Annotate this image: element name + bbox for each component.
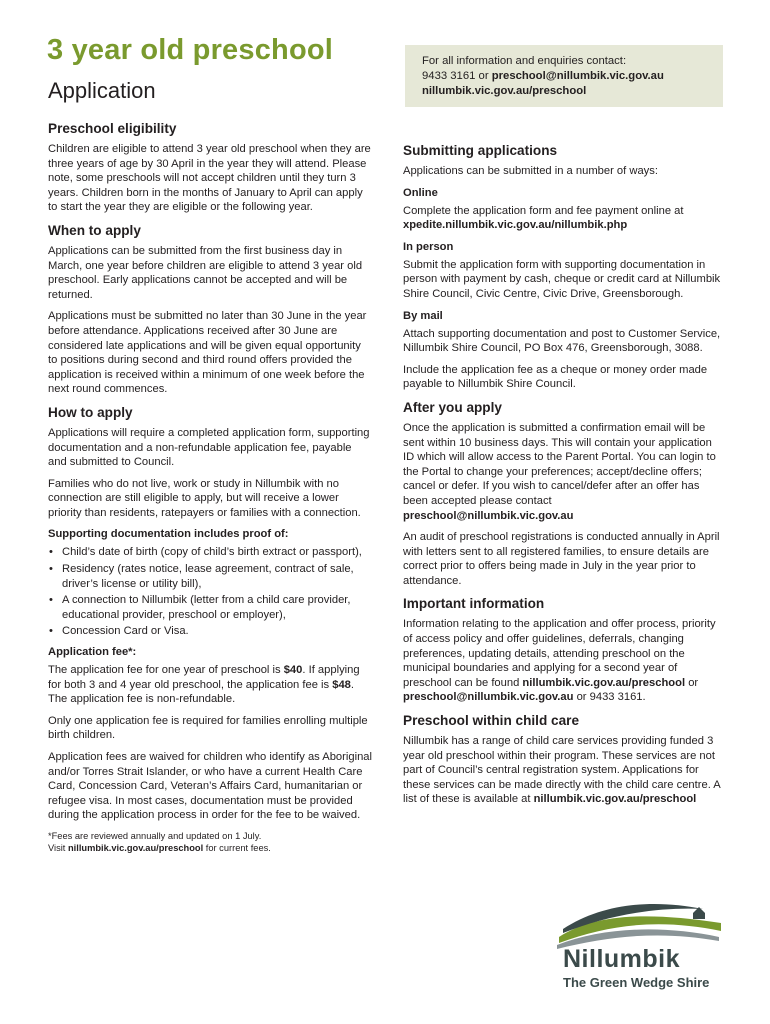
important-web-link[interactable]: nillumbik.vic.gov.au/preschool: [522, 676, 686, 689]
contact-web-link[interactable]: nillumbik.vic.gov.au/preschool: [422, 85, 587, 97]
page-subtitle: Application: [48, 78, 156, 103]
mail-text: Attach supporting documentation and post to Customer Service, Nillumbik Shire Council, PO Box 476, Greensborough, 3088.: [403, 327, 721, 355]
supporting-list: [48, 545, 373, 639]
fee-text-1: The application fee for one year of preschool is $40. If applying for both 3 and 4 year old preschool, the application fee is $48. The application fee is non-refundable.: [48, 664, 360, 706]
how-text-2: Families who do not live, work or study in Nillumbik with no connection are still eligible to apply, but will receive a lower priority than residents, ratepayers or families with a connection.: [48, 477, 361, 519]
how-heading: How to apply: [48, 404, 133, 420]
after-heading: After you apply: [403, 399, 502, 415]
mail-heading: By mail: [403, 309, 443, 322]
contact-email-link[interactable]: preschool@nillumbik.vic.gov.au: [491, 70, 664, 82]
submitting-section: [403, 142, 725, 392]
online-text: Complete the application form and fee payment online at xpedite.nillumbik.vic.gov.au/nillumbik.php: [403, 204, 684, 232]
online-heading: Online: [403, 186, 438, 199]
eligibility-section: [48, 120, 373, 215]
list-item: • Child’s date of birth (copy of child’s birth extract or passport),: [48, 545, 373, 560]
right-column: [403, 142, 725, 814]
childcare-section: [403, 712, 725, 807]
when-heading: When to apply: [48, 222, 141, 238]
page-title: 3 year old preschool: [47, 34, 334, 66]
supporting-section: [48, 527, 373, 639]
footnote-link[interactable]: nillumbik.vic.gov.au/preschool: [67, 843, 204, 854]
contact-phone: 9433 3161 or: [422, 70, 492, 82]
fee-footnote: *Fees are reviewed annually and updated on 1 July. Visit nillumbik.vic.gov.au/preschool for current fees.: [48, 830, 271, 854]
online-link[interactable]: xpedite.nillumbik.vic.gov.au/nillumbik.php: [403, 219, 628, 232]
important-email-link[interactable]: preschool@nillumbik.vic.gov.au: [403, 691, 574, 704]
supporting-heading: Supporting documentation includes proof of:: [48, 528, 289, 541]
when-section: [48, 222, 373, 397]
left-column: [48, 120, 373, 855]
after-email-link[interactable]: preschool@nillumbik.vic.gov.au: [403, 509, 574, 522]
when-text-1: Applications can be submitted from the first business day in March, one year before children are eligible to attend 3 year old preschool. Early applications cannot be accepted and will be returned.: [48, 244, 363, 301]
after-text-1: Once the application is submitted a confirmation email will be sent within 10 business days. This will contain your application ID which will allow access to the Parent Portal. You can login to the Portal to change your preferences; accept/decline offers; cancel or defer. If you wish to cancel/defer after an offer has been accepted please contact preschool@nillumbik.vic.gov.au: [403, 421, 716, 522]
fee-heading: Application fee*:: [48, 646, 137, 659]
submitting-intro: Applications can be submitted in a number of ways:: [403, 165, 658, 177]
childcare-heading: Preschool within child care: [403, 713, 580, 729]
fee-text-2: Only one application fee is required for families enrolling multiple birth children.: [48, 714, 368, 742]
list-item: • A connection to Nillumbik (letter from a child care provider, educational provider, preschool or employer),: [48, 593, 373, 622]
list-item: • Residency (rates notice, lease agreement, contract of sale, driver’s license or utility bill),: [48, 562, 373, 591]
important-section: [403, 595, 725, 705]
eligibility-heading: Preschool eligibility: [48, 121, 177, 136]
after-section: [403, 399, 725, 589]
how-section: [48, 404, 373, 521]
fee-section: [48, 645, 373, 823]
contact-intro: For all information and enquiries contact:: [422, 55, 627, 67]
fee-amount-both: $48: [332, 678, 351, 691]
how-text-1: Applications will require a completed application form, supporting documentation and a non-refundable application fee, payable and submitted to Council.: [48, 426, 370, 469]
mail-fee-text: Include the application fee as a cheque or money order made payable to Nillumbik Shire Council.: [403, 363, 708, 391]
logo-wordmark: Nillumbik: [563, 945, 681, 973]
when-text-2: Applications must be submitted no later than 30 June in the year before attendance. Applications received after 30 June are considered late applications and will be given equal opportunity to positions during second and third round offers provided the application is received within a minimum of one week before the next round commences.: [48, 310, 367, 396]
logo-tagline: The Green Wedge Shire: [563, 975, 710, 990]
inperson-heading: In person: [403, 240, 454, 253]
submitting-heading: Submitting applications: [403, 143, 558, 158]
important-text: Information relating to the application and offer process, priority of access policy and offer guidelines, deferrals, changing preferences, updating details, attending preschool on the municipal boundaries and applying for a second year of preschool can be found nillumbik.vic.gov.au/preschool or preschool@nillumbik.vic.gov.au or 9433 3161.: [403, 618, 716, 704]
important-heading: Important information: [403, 596, 545, 612]
after-text-2: An audit of preschool registrations is conducted annually in April with letters sent to all registered families, to ensure details are correct prior to offers being made in July in the year prior to attendance.: [403, 531, 720, 587]
contact-box: [405, 45, 723, 107]
childcare-link[interactable]: nillumbik.vic.gov.au/preschool: [533, 793, 697, 806]
list-item: • Concession Card or Visa.: [48, 624, 373, 639]
fee-text-3: Application fees are waived for children who identify as Aboriginal and/or Torres Strait Islander, or who have a current Health Care Card, Concession Card, Veteran’s Affairs Card, humanitarian or refugee visa. In most cases, documentation must be provided during the application process in order for the fee to be waived.: [48, 751, 372, 822]
eligibility-text: Children are eligible to attend 3 year old preschool when they are three years of age by 30 April in the year they will attend. Please note, some preschools will not accept children until they turn 3 years. Children born in the months of January to April can apply to start the year they are eligible or the following year.: [48, 143, 371, 214]
fee-amount-one-year: $40: [283, 664, 303, 677]
childcare-text: Nillumbik has a range of child care services providing funded 3 year old preschool within their program. These services are not part of Council’s central registration system. Applications for these services can be made directly with the child care centre. A list of these is available at nillumbik.vic.gov.au/preschool: [403, 735, 721, 806]
inperson-text: Submit the application form with supporting documentation in person with payment by cash, cheque or credit card at Nillumbik Shire Council, Civic Centre, Civic Drive, Greensborough.: [403, 258, 721, 300]
